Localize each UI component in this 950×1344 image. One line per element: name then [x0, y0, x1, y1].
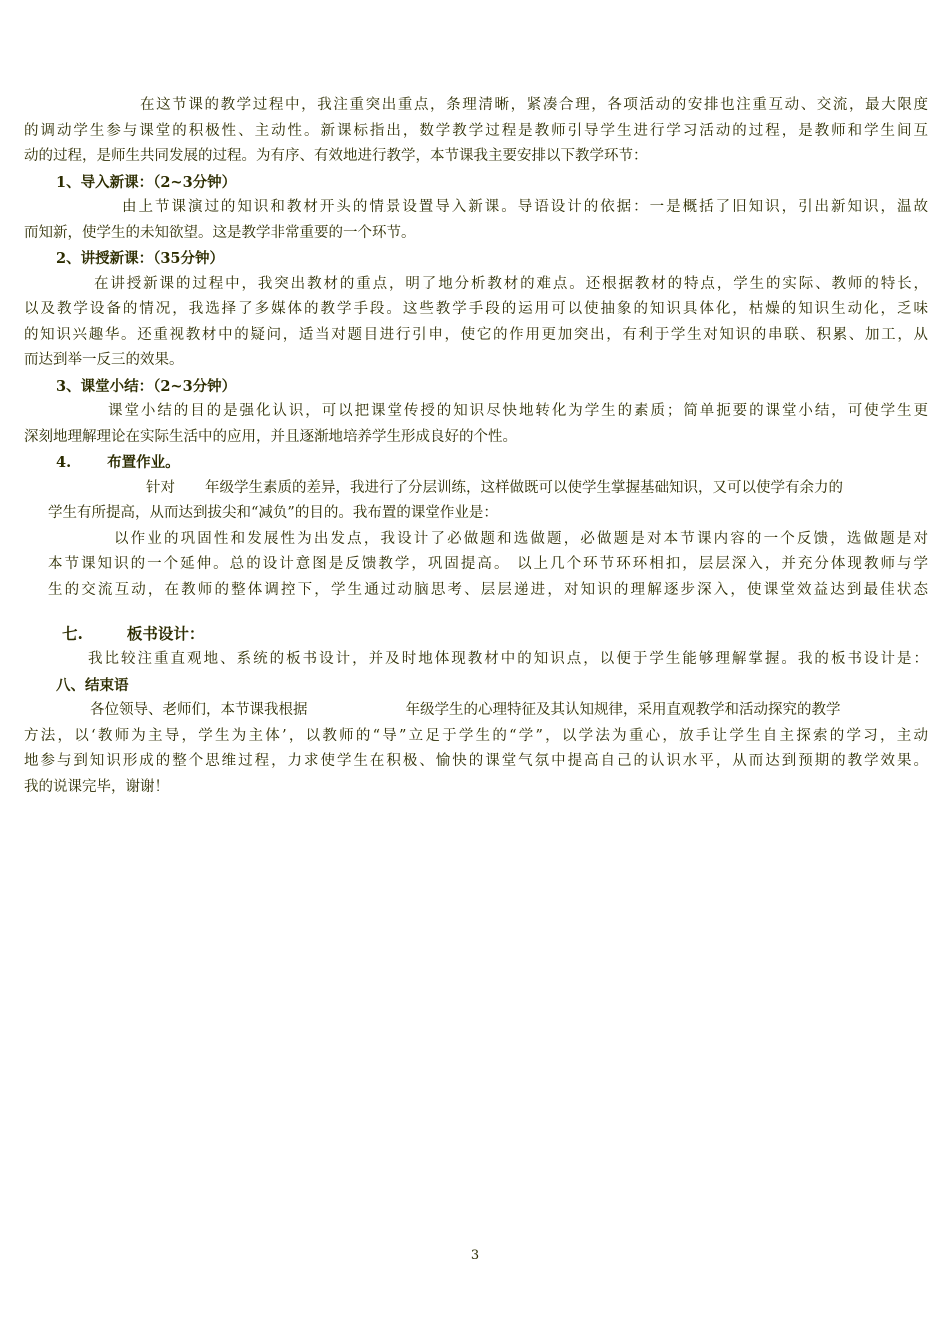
section-2-line-2: 以及教学设备的情况，我选择了多媒体的教学手段。这些教学手段的运用可以使抽象的知识具体化，枯燥的知识生动化，乏味	[24, 301, 928, 317]
section-8-line-4: 我的说课完毕，谢谢！	[24, 778, 169, 795]
intro-line-3: 动的过程，是师生共同发展的过程。为有序、有效地进行教学，本节课我主要安排以下教学环节：	[24, 148, 648, 164]
section-4-line-1	[24, 476, 928, 502]
section-8-line-2: 方法，以‘教师为主导，学生为主体’，以教师的“导”立足于学生的“学”，以学法为重心，放手让学生自主探索的学习，主动	[24, 727, 928, 744]
section-1-line-1: 由上节课演过的知识和教材开头的情景设置导入新课。导语设计的依据：一是概括了旧知识，引出新知识，温故	[122, 199, 928, 215]
intro-line-2: 的调动学生参与课堂的积极性、主动性。新课标指出，数学教学过程是教师引导学生进行学习活动的过程，是教师和学生间互	[24, 122, 928, 139]
section-1-heading: 1、导入新课：（2~3分钟）	[56, 173, 237, 191]
section-2-heading: 2、讲授新课：（35分钟）	[56, 250, 225, 267]
section-4-heading-number: 4.	[56, 454, 72, 471]
section-7-heading-number: 七.	[62, 624, 83, 643]
section-2-line-4: 而达到举一反三的效果。	[24, 352, 184, 368]
section-8-line-1-start: 各位领导、老师们，本节课我根据	[90, 702, 308, 718]
section-4-line-2: 学生有所提高，从而达到拔尖和“减负”的目的。我布置的课堂作业是：	[48, 505, 498, 521]
section-7-line-1: 我比较注重直观地、系统的板书设计，并及时地体现教材中的知识点，以便于学生能够理解掌握。我的板书设计是：	[88, 651, 928, 667]
page-number: 3	[470, 1248, 480, 1263]
section-spacer	[24, 603, 928, 621]
document-page	[24, 93, 928, 800]
section-8-line-1	[24, 698, 928, 724]
section-8-line-3: 地参与到知识形成的整个思维过程，力求使学生在积极、愉快的课堂气氛中提高自己的认识水平，从而达到预期的教学效果。	[24, 753, 928, 769]
section-3-line-2: 深刻地理解理论在实际生活中的应用，并且逐渐地培养学生形成良好的个性。	[24, 428, 517, 445]
section-4-line-1-start: 针对	[146, 479, 175, 496]
section-8-heading: 八、结束语	[56, 676, 129, 694]
section-3-line-1: 课堂小结的目的是强化认识，可以把课堂传授的知识尽快地转化为学生的素质；简单扼要的课堂小结，可使学生更	[108, 403, 928, 419]
section-4-line-5: 生的交流互动，在教师的整体调控下，学生通过动脑思考、层层递进，对知识的理解逐步深入，使课堂效益达到最佳状态	[48, 581, 928, 598]
section-4-heading-text: 布置作业。	[107, 454, 180, 471]
section-7-heading-text: 板书设计：	[126, 624, 205, 643]
intro-line-1: 在这节课的教学过程中，我注重突出重点，条理清晰，紧凑合理，各项活动的安排也注重互动、交流，最大限度	[140, 97, 928, 113]
section-8-line-1-end: 年级学生的心理特征及其认知规律，采用直观教学和活动探究的教学	[405, 702, 841, 718]
section-4-line-4: 本节课知识的一个延伸。总的设计意图是反馈教学，巩固提高。 以上几个环节环环相扣，层层深入，并充分体现教师与学	[48, 556, 928, 572]
section-4-line-3: 以作业的巩固性和发展性为出发点，我设计了必做题和选做题，必做题是对本节课内容的一个反馈，选做题是对	[114, 530, 928, 547]
section-4-heading	[24, 450, 928, 476]
section-3-heading: 3、课堂小结：（2~3分钟）	[56, 377, 237, 395]
section-7-heading	[24, 621, 928, 647]
section-2-line-1: 在讲授新课的过程中，我突出教材的重点，明了地分析教材的难点。还根据教材的特点，学生的实际、教师的特长，	[94, 275, 928, 292]
section-2-line-3: 的知识兴趣华。还重视教材中的疑问，适当对题目进行引申，使它的作用更加突出，有利于学生对知识的串联、积累、加工，从	[24, 326, 928, 343]
section-4-line-1-end: 年级学生素质的差异，我进行了分层训练，这样做既可以使学生掌握基础知识，又可以使学有余力的	[205, 479, 843, 496]
section-1-line-2: 而知新，使学生的未知欲望。这是教学非常重要的一个环节。	[24, 224, 416, 241]
